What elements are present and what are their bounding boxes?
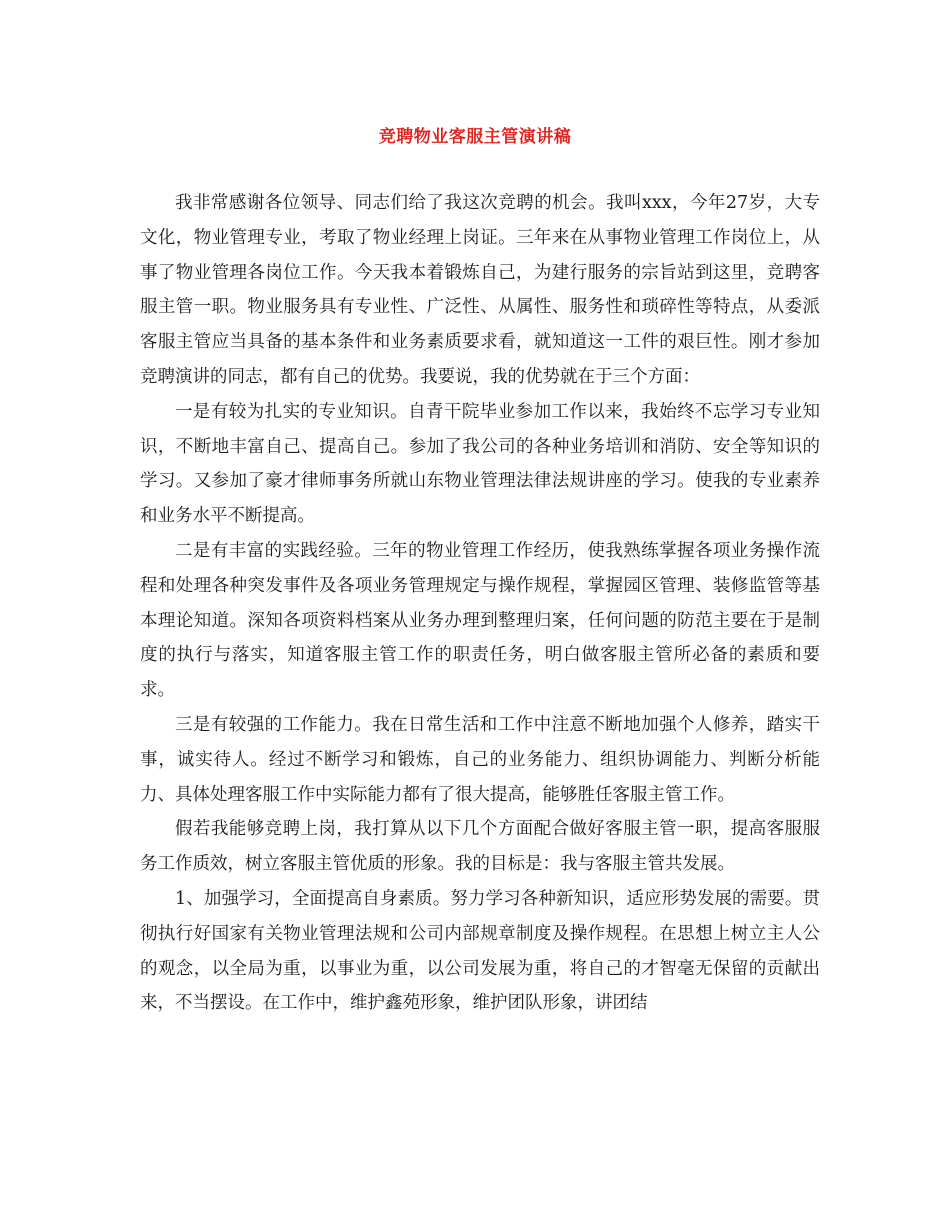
paragraph-ability: 三是有较强的工作能力。我在日常生活和工作中注意不断地加强个人修养，踏实干事，诚实待人。经过不断学习和锻炼，自己的业务能力、组织协调能力、判断分析能力、具体处理客服工作中实际能力都有了很大提高，能够胜任客服主管工作。 [140, 714, 820, 805]
document-body [140, 186, 820, 1021]
paragraph-knowledge: 一是有较为扎实的专业知识。自青干院毕业参加工作以来，我始终不忘学习专业知识，不断地丰富自己、提高自己。参加了我公司的各种业务培训和消防、安全等知识的学习。又参加了豪才律师事务所就山东物业管理法律法规讲座的学习。使我的专业素养和业务水平不断提高。 [140, 401, 820, 527]
paragraph-intro: 我非常感谢各位领导、同志们给了我这次竞聘的机会。我叫xxx，今年27岁，大专文化，物业管理专业，考取了物业经理上岗证。三年来在从事物业管理工作岗位上，从事了物业管理各岗位工作。今天我本着锻炼自己，为建行服务的宗旨站到这里，竞聘客服主管一职。物业服务具有专业性、广泛性、从属性、服务性和琐碎性等特点，从委派客服主管应当具备的基本条件和业务素质要求看，就知道这一工件的艰巨性。刚才参加竞聘演讲的同志，都有自己的优势。我要说，我的优势就在于三个方面： [140, 193, 820, 387]
paragraph-point-1: 1、加强学习，全面提高自身素质。努力学习各种新知识，适应形势发展的需要。贯彻执行好国家有关物业管理法规和公司内部规章制度及操作规程。在思想上树立主人公的观念，以全局为重，以事业为重，以公司发展为重，将自己的才智毫无保留的贡献出来，不当摆设。在工作中，维护鑫苑形象，维护团队形象，讲团结 [140, 888, 820, 1014]
document-title: 竞聘物业客服主管演讲稿 [378, 127, 572, 147]
paragraph-experience: 二是有丰富的实践经验。三年的物业管理工作经历，使我熟练掌握各项业务操作流程和处理各种突发事件及各项业务管理规定与操作规程，掌握园区管理、装修监管等基本理论知道。深知各项资料档案从业务办理到整理归案，任何问题的防范主要在于是制度的执行与落实，知道客服主管工作的职责任务，明白做客服主管所必备的素质和要求。 [140, 540, 820, 701]
paragraph-plan: 假若我能够竞聘上岗，我打算从以下几个方面配合做好客服主管一职，提高客服服务工作质效，树立客服主管优质的形象。我的目标是：我与客服主管共发展。 [140, 819, 820, 875]
